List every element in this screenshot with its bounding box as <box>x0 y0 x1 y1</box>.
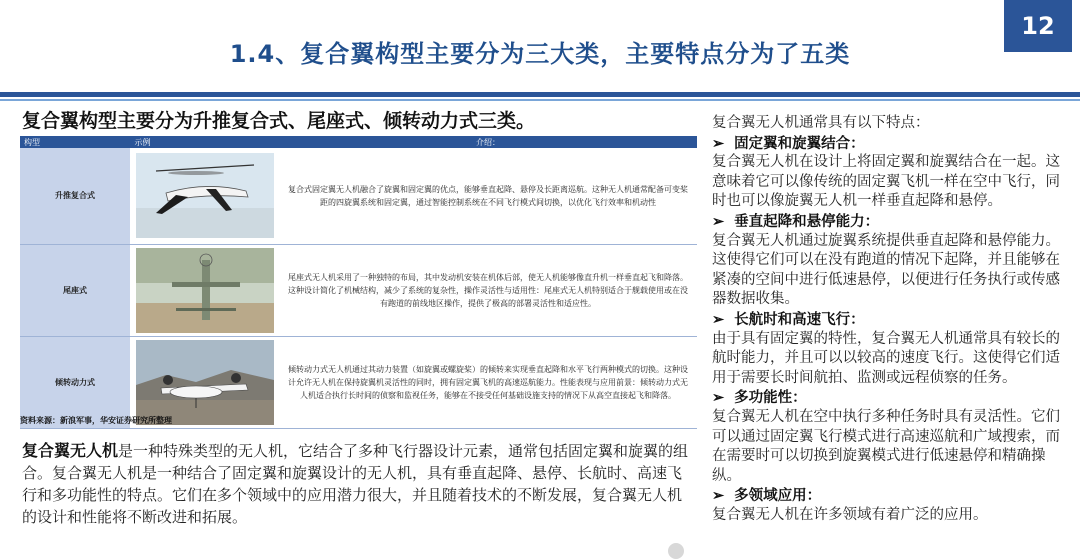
feature-body: 复合翼无人机通过旋翼系统提供垂直起降和悬停能力。这使得它们可以在没有跑道的情况下起降，并且能够在紧凑的空间中进行低速悬停，以便进行任务执行或传感器数据收集。 <box>712 232 1060 308</box>
table-header-row <box>20 136 697 148</box>
tiltrotor-drone-photo <box>136 340 274 425</box>
feature-body: 复合翼无人机在许多领域有着广泛的应用。 <box>712 506 988 523</box>
page-title: 1.4、复合翼构型主要分为三大类，主要特点分为了五类 <box>229 40 851 68</box>
intro-text: 是一种特殊类型的无人机，它结合了多种飞行器设计元素，通常包括固定翼和旋翼的组合。复合翼无人机是一种结合了固定翼和旋翼设计的无人机，具有垂直起降、悬停、长航时、高速飞行和多功能性的特点。它们在多个领域中的应用潜力很大，并且随着技术的不断发展，复合翼无人机的设计和性能将不断改进和拓展。 <box>22 442 689 526</box>
feature-body: 复合翼无人机在空中执行多种任务时具有灵活性。它们可以通过固定翼飞行模式进行高速巡航和广域搜索，而在需要时可以切换到旋翼模式进行低速悬停和精确操纵。 <box>712 408 1060 484</box>
features-intro: 复合翼无人机通常具有以下特点： <box>712 115 930 131</box>
scroll-indicator[interactable] <box>668 543 684 559</box>
lift-cruise-drone-photo <box>136 153 274 238</box>
features-list <box>712 114 1067 525</box>
row-type-label: 倾转动力式 <box>20 336 131 428</box>
feature-heading: ➢ 多功能性： <box>712 389 807 407</box>
section-subheading: 复合翼构型主要分为升推复合式、尾座式、倾转动力式三类。 <box>22 110 536 132</box>
table-header-intro: 介绍： <box>279 136 697 148</box>
bullet-arrow-icon: ➢ <box>712 310 725 328</box>
source-note: 资料来源：新浪军事，华安证券研究所整理 <box>20 415 172 425</box>
feature-heading: ➢ 固定翼和旋翼结合： <box>712 134 865 152</box>
bullet-arrow-icon: ➢ <box>712 134 725 152</box>
feature-body: 复合翼无人机在设计上将固定翼和旋翼结合在一起。这意味着它可以像传统的固定翼飞机一样在空中飞行，同时也可以像旋翼无人机一样垂直起降和悬停。 <box>712 154 1060 210</box>
feature-heading: ➢ 垂直起降和悬停能力： <box>712 212 880 230</box>
row-description: 复合式固定翼无人机融合了旋翼和固定翼的优点，能够垂直起降、悬停及长距离巡航。这种无人机通常配备可变桨距的四旋翼系统和固定翼，通过智能控制系统在不同飞行模式间切换，以优化飞行效率和机动性 <box>279 148 697 244</box>
feature-heading: ➢ 长航时和高速飞行： <box>712 310 865 328</box>
row-description: 倾转动力式无人机通过其动力装置（如旋翼或螺旋桨）的倾转来实现垂直起降和水平飞行两种模式的切换。这种设计允许无人机在保持旋翼机灵活性的同时，拥有固定翼飞机的高速巡航能力。性能表现与应用前景：倾转动力式无人机适合执行长时间的侦察和监视任务，能够在不接受任何基础设施支持的情况下从高空直接起飞和降落。 <box>279 336 697 428</box>
title-divider <box>0 92 1080 97</box>
table-row <box>20 244 697 336</box>
title-divider-thin <box>0 99 1080 101</box>
feature-heading: ➢ 多领域应用： <box>712 487 822 505</box>
configuration-table <box>20 136 697 429</box>
bullet-arrow-icon: ➢ <box>712 389 725 407</box>
row-description: 尾座式无人机采用了一种独特的布局，其中发动机安装在机体后部，使无人机能够像直升机一样垂直起飞和降落。这种设计简化了机械结构，减少了系统的复杂性，操作灵活性与适用性：尾座式无人机特别适合于舰载使用或在没有跑道的前线地区操作，提供了极高的部署灵活性和适应性。 <box>279 244 697 336</box>
table-header-example: 示例 <box>131 136 280 148</box>
feature-body: 由于具有固定翼的特性，复合翼无人机通常具有较长的航时能力，并且可以以较高的速度飞行。这使得它们适用于需要长时间航拍、监测或远程侦察的任务。 <box>712 330 1060 386</box>
tailsitter-drone-image <box>131 244 280 336</box>
page-number-badge: 12 <box>1004 0 1072 52</box>
lift-cruise-drone-image <box>131 148 280 244</box>
row-type-label: 尾座式 <box>20 244 131 336</box>
row-type-label: 升推复合式 <box>20 148 131 244</box>
table-header-type: 构型 <box>20 136 131 148</box>
table-row <box>20 148 697 244</box>
intro-lead: 复合翼无人机 <box>22 441 119 460</box>
bullet-arrow-icon: ➢ <box>712 212 725 230</box>
tailsitter-drone-photo <box>136 248 274 333</box>
bullet-arrow-icon: ➢ <box>712 487 725 505</box>
intro-paragraph <box>22 440 692 528</box>
